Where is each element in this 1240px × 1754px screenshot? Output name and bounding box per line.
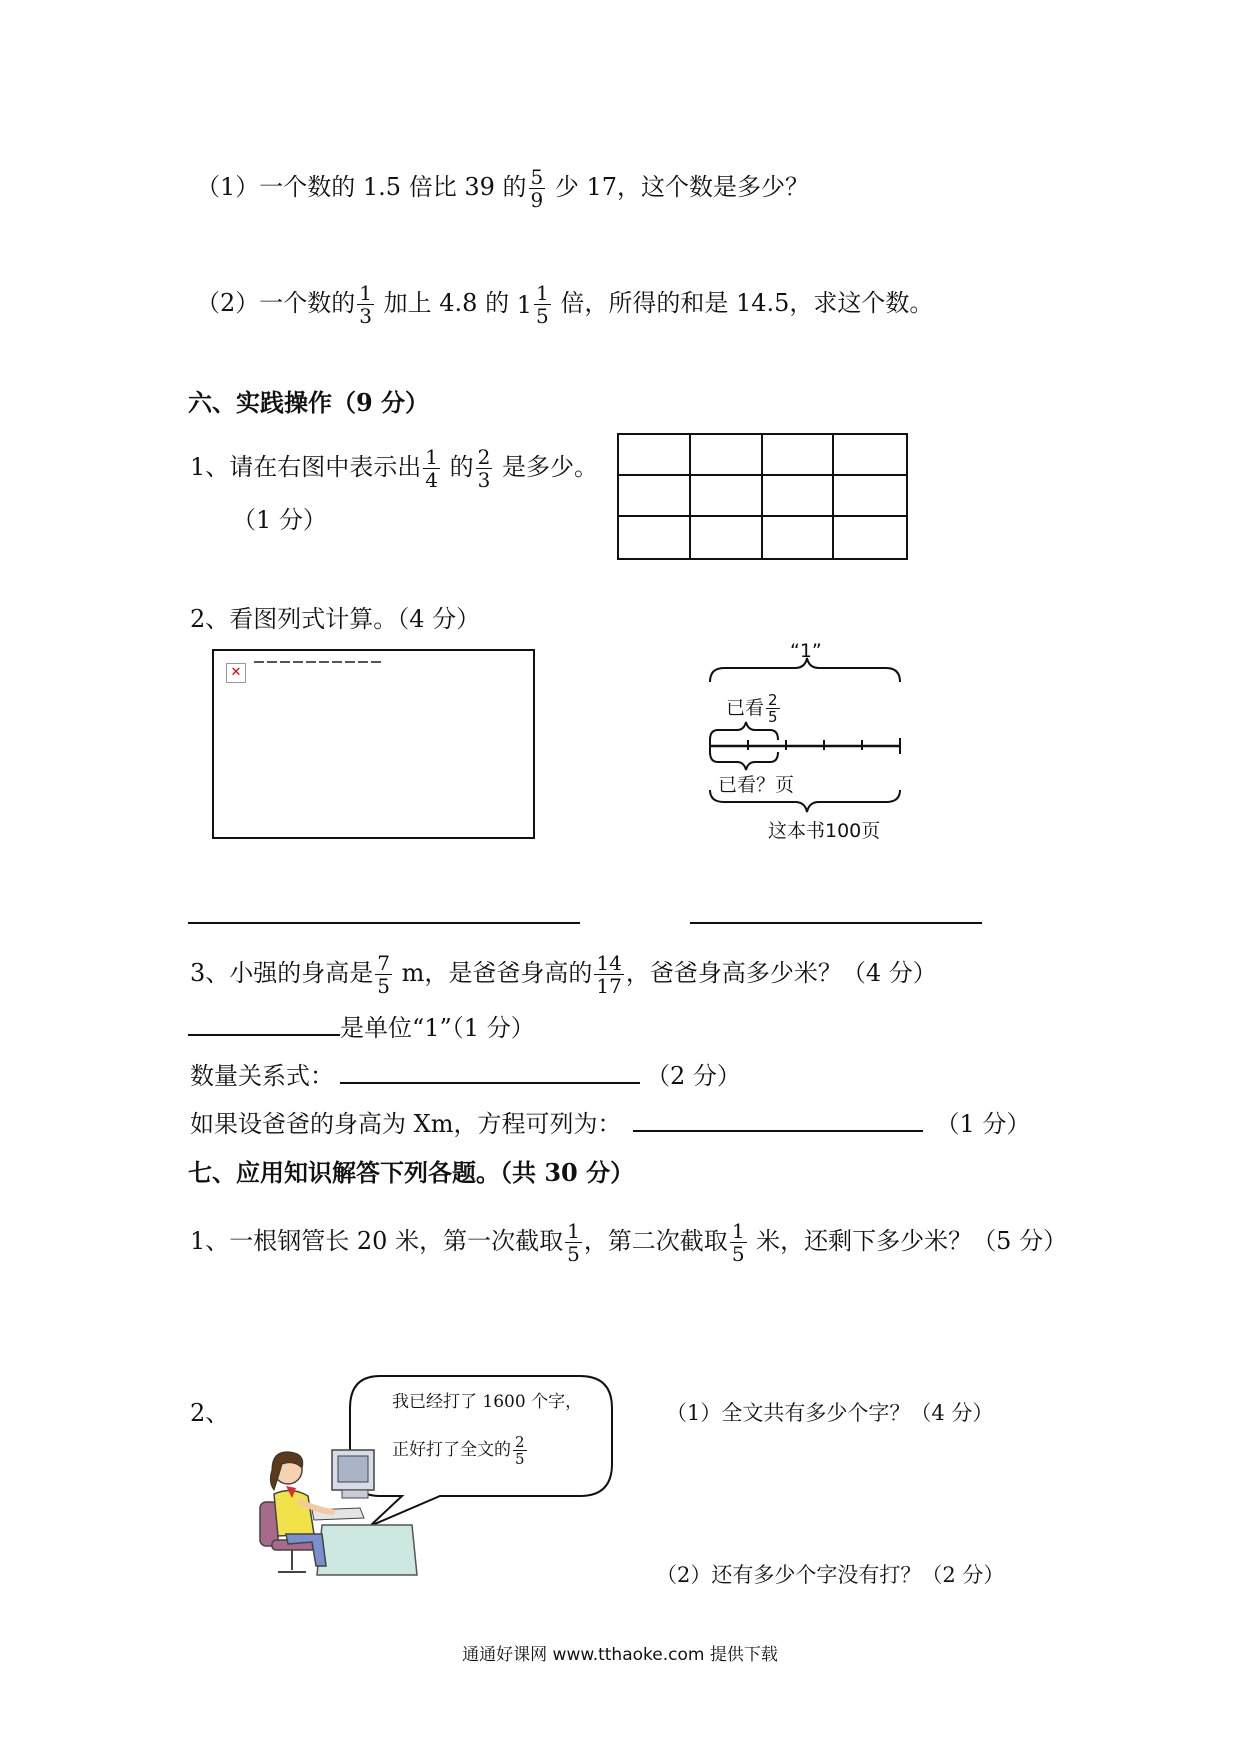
answer-line-left[interactable] [188, 922, 580, 924]
fraction: $\frac{5}{9}$ [530, 165, 544, 212]
section-6-title: 六、实践操作（9 分） [188, 388, 430, 417]
fraction: $\frac{7}{5}$ [377, 951, 391, 998]
question-6-1: 1、请在右图中表示出 $\frac{1}{4}$ 的 $\frac{2}{3}$ 是多少。 [190, 445, 599, 492]
question-5-2: （2）一个数的 $\frac{1}{3}$ 加上 4.8 的 1 $\frac{1}{5}$ 倍，所得的和是 14.5，求这个数。 [196, 281, 934, 328]
question-6-3: 3、小强的身高是 $\frac{7}{5}$ m，是爸爸身高的 $\frac{14}{17}$ ，爸爸身高多少米？（4 分） [190, 951, 937, 998]
diagram-question-label: 已看？页 [718, 774, 795, 796]
diagram-book-label: 这本书100页 [768, 820, 881, 842]
section-7-title: 七、应用知识解答下列各题。（共 30 分） [188, 1158, 635, 1187]
broken-image-icon: ✕ [226, 663, 246, 683]
question-7-2-sub1: （1）全文共有多少个字？（4 分） [666, 1401, 994, 1425]
relation-line: 数量关系式： （2 分） [190, 1062, 741, 1090]
page-footer: 通通好课网 www.tthaoke.com 提供下载 [462, 1645, 778, 1665]
equation-blank[interactable] [633, 1108, 923, 1132]
segment-diagram [700, 640, 910, 850]
relation-blank[interactable] [340, 1060, 640, 1084]
fraction: $\frac{1}{5}$ [567, 1219, 580, 1266]
broken-image-placeholder [212, 649, 535, 839]
question-7-2-sub2: （2）还有多少个字没有打？（2 分） [656, 1563, 1005, 1587]
diagram-read-label: 已看 $\frac{2}{5}$ [726, 691, 778, 726]
mixed-number: 1 $\frac{1}{5}$ [516, 281, 549, 328]
question-5-1: （1）一个数的 1.5 倍比 39 的 $\frac{5}{9}$ 少 17，这个数是多少？ [196, 165, 810, 212]
bubble-line-1: 我已经打了 1600 个字， [392, 1392, 583, 1412]
question-7-2-label: 2、 [190, 1399, 230, 1427]
question-7-1: 1、一根钢管长 20 米，第一次截取 $\frac{1}{5}$ ，第二次截取 $\frac{1}{5}$ 米，还剩下多少米？（5 分） [190, 1219, 1068, 1266]
fraction: $\frac{1}{4}$ [425, 445, 439, 492]
diagram-unit-label: “1” [790, 640, 822, 662]
fraction: $\frac{2}{3}$ [477, 445, 491, 492]
fraction: $\frac{14}{17}$ [596, 951, 622, 998]
question-6-1-score: （1 分） [232, 506, 327, 534]
question-6-2: 2、看图列式计算。（4 分） [190, 605, 481, 633]
bubble-line-2: 正好打了全文的 $\frac{2}{5}$ [392, 1433, 525, 1468]
answer-grid [617, 433, 908, 560]
answer-line-right[interactable] [690, 922, 982, 924]
fraction: $\frac{1}{3}$ [359, 281, 373, 328]
fraction: $\frac{1}{5}$ [731, 1219, 745, 1266]
girl-at-computer-illustration [252, 1430, 422, 1580]
unit-blank[interactable] [188, 1012, 340, 1036]
unit-line: 是单位“1”（1 分） [188, 1012, 535, 1043]
equation-line: 如果设爸爸的身高为 Xm，方程可列为： （1 分） [190, 1110, 1031, 1138]
image-caption-scribble [254, 661, 384, 663]
